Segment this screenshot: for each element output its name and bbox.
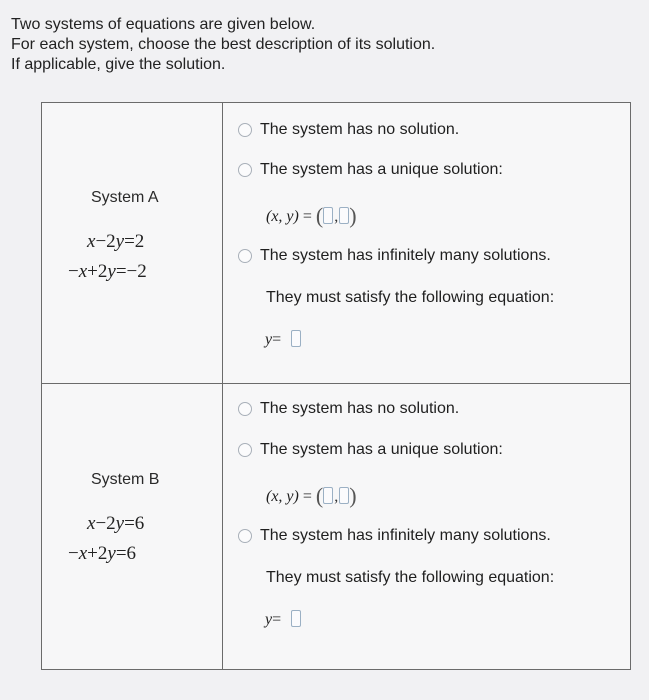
- equals: =: [302, 488, 312, 505]
- option-label: The system has infinitely many solutions.: [260, 527, 551, 544]
- coefficient: 2: [97, 261, 108, 282]
- open-paren-icon: (: [315, 203, 324, 228]
- coefficient: 2: [106, 513, 116, 534]
- rhs: =6: [124, 513, 145, 534]
- open-paren-icon: (: [315, 483, 324, 508]
- system-b-label: System B: [91, 471, 160, 488]
- system-a-satisfy-text: They must satisfy the following equation:: [266, 289, 555, 306]
- rhs: =6: [115, 543, 137, 564]
- rhs: =−2: [115, 261, 147, 282]
- var-x: x: [78, 543, 88, 564]
- system-b-satisfy-text: They must satisfy the following equation:: [266, 569, 555, 586]
- var-y: y: [115, 513, 125, 534]
- equals: =: [302, 208, 312, 225]
- sign: −: [68, 543, 79, 564]
- var-x: x: [78, 261, 88, 282]
- option-label: The system has a unique solution:: [260, 441, 503, 458]
- option-label: The system has infinitely many solutions.: [260, 247, 551, 264]
- y-label: y: [265, 331, 273, 348]
- column-divider: [222, 103, 223, 669]
- pair-label: (x, y): [266, 208, 299, 225]
- system-b-pair-row: [266, 483, 357, 509]
- radio-button[interactable]: [238, 249, 252, 263]
- equals: =: [272, 611, 282, 628]
- x-answer-box[interactable]: [323, 487, 333, 504]
- comma-icon: ,: [334, 208, 339, 225]
- system-a-pair-row: [266, 203, 357, 229]
- var-y: y: [115, 231, 125, 252]
- system-b-equation-1: [87, 513, 144, 535]
- radio-button[interactable]: [238, 443, 252, 457]
- coefficient: 2: [97, 543, 108, 564]
- systems-table: [41, 102, 631, 670]
- system-a-equation-1: [87, 231, 144, 253]
- pair-label: (x, y): [266, 488, 299, 505]
- operator: +: [87, 543, 98, 564]
- sign: −: [68, 261, 79, 282]
- operator: −: [95, 231, 107, 252]
- comma-icon: ,: [334, 488, 339, 505]
- y-equation-answer-box[interactable]: [291, 330, 301, 347]
- var-y: y: [107, 543, 116, 564]
- radio-button[interactable]: [238, 529, 252, 543]
- system-a-option-no-solution[interactable]: [238, 121, 459, 139]
- system-a-y-row: [265, 330, 301, 349]
- instruction-line-1: Two systems of equations are given below.: [11, 16, 316, 33]
- instruction-line-2: For each system, choose the best description of its solution.: [11, 36, 436, 53]
- coefficient: 2: [106, 231, 116, 252]
- var-y: y: [107, 261, 116, 282]
- equals: =: [272, 331, 282, 348]
- row-divider: [42, 383, 630, 384]
- radio-button[interactable]: [238, 402, 252, 416]
- system-b-option-unique[interactable]: [238, 441, 503, 459]
- option-label: The system has no solution.: [260, 121, 460, 138]
- y-label: y: [265, 611, 273, 628]
- option-label: The system has no solution.: [260, 400, 460, 417]
- x-answer-box[interactable]: [323, 207, 333, 224]
- y-equation-answer-box[interactable]: [291, 610, 301, 627]
- radio-button[interactable]: [238, 163, 252, 177]
- system-a-option-infinite[interactable]: [238, 247, 551, 265]
- system-b-y-row: [265, 610, 301, 629]
- radio-button[interactable]: [238, 123, 252, 137]
- instruction-line-3: If applicable, give the solution.: [11, 56, 226, 73]
- close-paren-icon: ): [349, 483, 357, 508]
- operator: −: [95, 513, 107, 534]
- system-b-option-infinite[interactable]: [238, 527, 551, 545]
- rhs: =2: [124, 231, 145, 252]
- system-b-equation-2: [68, 543, 136, 565]
- var-x: x: [87, 231, 96, 252]
- y-answer-box[interactable]: [339, 207, 349, 224]
- var-x: x: [87, 513, 96, 534]
- option-label: The system has a unique solution:: [260, 161, 503, 178]
- close-paren-icon: ): [349, 203, 357, 228]
- system-a-equation-2: [68, 261, 147, 283]
- y-answer-box[interactable]: [339, 487, 349, 504]
- system-b-option-no-solution[interactable]: [238, 400, 459, 418]
- instructions: [11, 15, 435, 75]
- system-a-option-unique[interactable]: [238, 161, 503, 179]
- system-a-label: System A: [91, 189, 159, 206]
- operator: +: [87, 261, 98, 282]
